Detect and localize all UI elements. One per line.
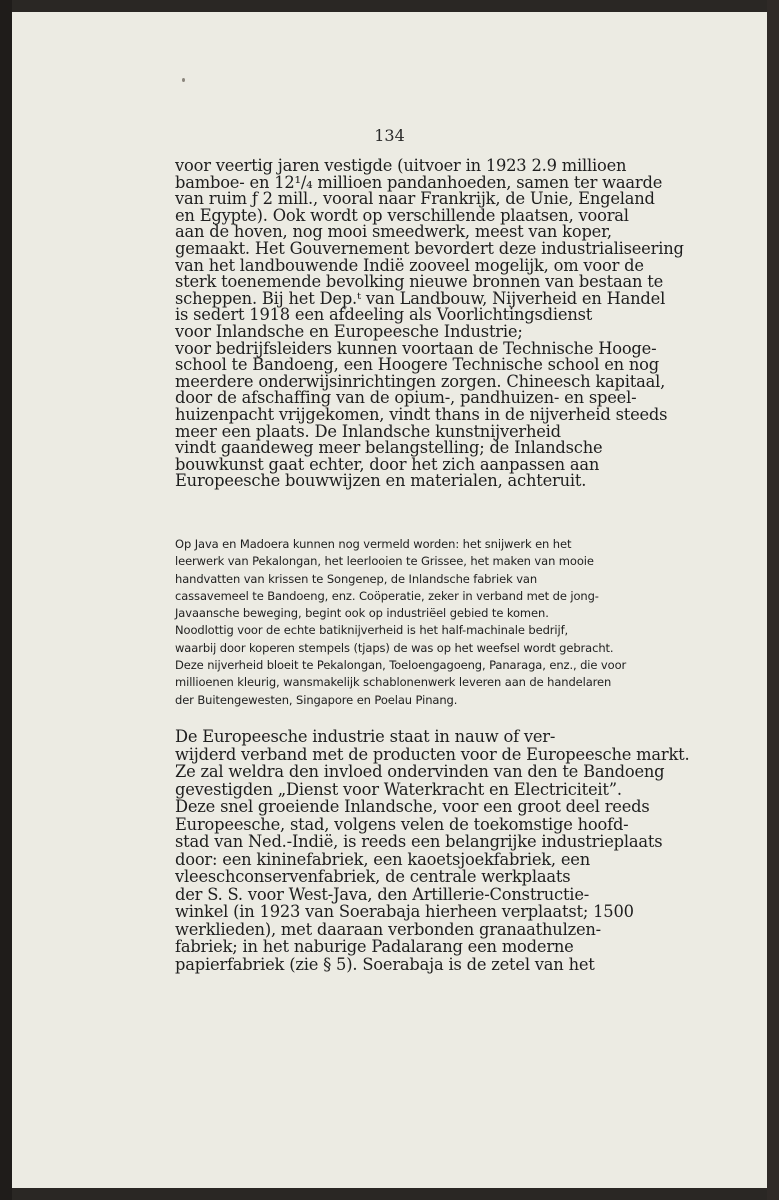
text-line: door de afschaffing van de opium-, pandhuizen- en speel-: [175, 388, 637, 408]
text-line: vleeschconservenfabriek, de centrale werkplaats: [175, 867, 571, 886]
text-line: Europeesche bouwwijzen en materialen, achteruit.: [175, 471, 587, 491]
note-line: Noodlottig voor de echte batiknijverheid is het half-machinale bedrijf,: [175, 623, 569, 638]
note-line: millioenen kleurig, wansmakelijk schablonenwerk leveren aan de handelaren: [175, 675, 612, 690]
book-page: [12, 12, 767, 1188]
text-line: aan de hoven, nog mooi smeedwerk, meest van koper,: [175, 222, 612, 242]
text-line: gevestigden „Dienst voor Waterkracht en Electriciteit”.: [175, 779, 622, 799]
footnote-block: [175, 536, 715, 709]
text-line: van ruim ƒ 2 mill., vooral naar Frankrijk, de Unie, Engeland: [175, 189, 655, 209]
note-line: handvatten van krissen te Songenep, de Inlandsche fabriek van: [175, 571, 538, 586]
note-line: waarbij door koperen stempels (tjaps) de was op het weefsel wordt gebracht.: [175, 640, 614, 655]
text-line: meer een plaats. De Inlandsche kunstnijverheid: [175, 421, 561, 441]
scan-edge-right: [767, 0, 779, 1200]
note-line: Op Java en Madoera kunnen nog vermeld worden: het snijwerk en het: [175, 537, 572, 551]
page-number: 134: [374, 126, 405, 145]
note-line: der Buitengewesten, Singapore en Poelau Pinang.: [175, 692, 458, 707]
note-line: Javaansche beweging, begint ook op industriëel gebied te komen.: [175, 606, 549, 621]
text-line: huizenpacht vrijgekomen, vindt thans in de nijverheid steeds: [175, 404, 668, 424]
ink-speck: [182, 78, 185, 82]
text-line: Deze snel groeiende Inlandsche, voor een groot deel reeds: [175, 797, 650, 816]
text-line: voor veertig jaren vestigde (uitvoer in 1923 2.9 millioen: [175, 156, 627, 175]
text-line: papierfabriek (zie § 5). Soerabaja is de zetel van het: [175, 954, 595, 974]
text-line: school te Bandoeng, een Hoogere Technische school en nog: [175, 355, 660, 375]
text-line: gemaakt. Het Gouvernement bevordert deze industrialiseering: [175, 238, 684, 258]
text-line: stad van Ned.-Indië, is reeds een belangrijke industrieplaats: [175, 832, 663, 851]
text-line: is sedert 1918 een afdeeling als Voorlichtingsdienst: [175, 305, 593, 325]
note-line: Deze nijverheid bloeit te Pekalongan, Toeloengagoeng, Panaraga, enz., die voor: [175, 658, 627, 673]
text-line: vindt gaandeweg meer belangstelling; de Inlandsche: [175, 438, 603, 458]
text-line: door: een kininefabriek, een kaoetsjoekfabriek, een: [175, 849, 591, 869]
text-line: voor bedrijfsleiders kunnen voortaan de Technische Hooge-: [175, 338, 657, 358]
text-line: bouwkunst gaat echter, door het zich aanpassen aan: [175, 454, 600, 474]
text-line: scheppen. Bij het Dep.ᵗ van Landbouw, Nijverheid en Handel: [175, 288, 666, 308]
text-line: fabriek; in het naburige Padalarang een moderne: [175, 937, 574, 956]
text-line: en Egypte). Ook wordt op verschillende plaatsen, vooral: [175, 205, 629, 225]
text-line: De Europeesche industrie staat in nauw of ver-: [175, 727, 556, 746]
text-line: Ze zal weldra den invloed ondervinden van den te Bandoeng: [175, 762, 665, 781]
text-line: wijderd verband met de producten voor de Europeesche markt.: [175, 744, 690, 764]
text-line: der S. S. voor West-Java, den Artillerie-Constructie-: [175, 884, 590, 904]
text-line: meerdere onderwijsinrichtingen zorgen. Chineesch kapitaal,: [175, 371, 666, 391]
scan-edge-left: [0, 0, 12, 1200]
text-line: bamboe- en 12¹/₄ millioen pandanhoeden, samen ter waarde: [175, 172, 663, 192]
text-line: van het landbouwende Indië zooveel mogelijk, om voor de: [175, 255, 644, 275]
text-line: Europeesche, stad, volgens velen de toekomstige hoofd-: [175, 814, 629, 834]
text-line: winkel (in 1923 van Soerabaja hierheen verplaatst; 1500: [175, 902, 634, 921]
text-line: werklieden), met daaraan verbonden granaathulzen-: [175, 919, 601, 939]
paragraph-main-2: [175, 728, 715, 973]
note-line: cassavemeel te Bandoeng, enz. Coöperatie, zeker in verband met de jong-: [175, 588, 599, 603]
text-line: sterk toenemende bevolking nieuwe bronnen van bestaan te: [175, 272, 664, 292]
paragraph-main-1: [175, 158, 715, 490]
text-line: voor Inlandsche en Europeesche Industrie;: [175, 321, 523, 341]
note-line: leerwerk van Pekalongan, het leerlooien te Grissee, het maken van mooie: [175, 554, 594, 569]
